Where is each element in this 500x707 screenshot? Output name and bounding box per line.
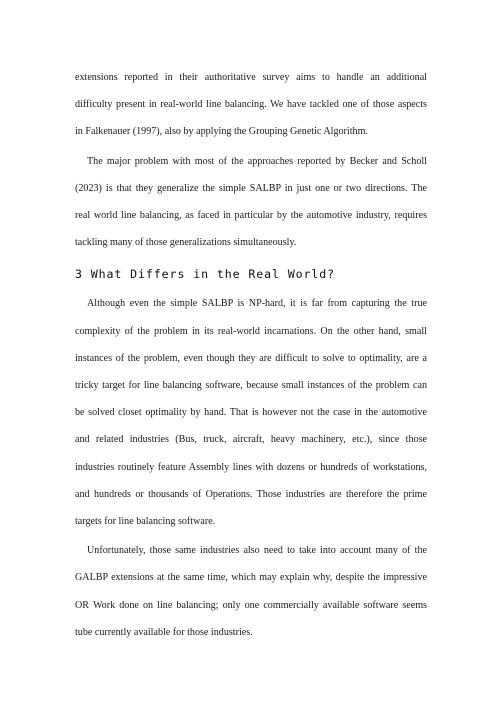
text-line: (2023) is that they generalize the simple SALBP in just one or two directions. The (75, 182, 427, 194)
text-line: Unfortunately, those same industries also need to take into account many of the (87, 545, 427, 557)
paragraph-major-problem (75, 148, 427, 257)
paragraph-unfortunately (75, 537, 427, 646)
text-line: tube currently available for those industries. (75, 626, 253, 638)
text-line: extensions reported in their authoritative survey aims to handle an additional (75, 72, 427, 83)
text-line: OR Work done on line balancing; only one commercially available software seems (75, 599, 427, 611)
text-line: tricky target for line balancing software, because small instances of the problem can (75, 380, 427, 392)
text-line: and hundreds or thousands of Operations. Those industries are therefore the prime (75, 488, 427, 500)
paragraph-survey-extensions (75, 64, 427, 146)
text-line: Although even the simple SALBP is NP-hard, it is far from capturing the true (87, 298, 427, 310)
text-line: The major problem with most of the approaches reported by Becker and Scholl (87, 155, 427, 167)
page-body (75, 64, 427, 646)
text-line: industries routinely feature Assembly lines with dozens or hundreds of workstations, (75, 461, 427, 473)
section-heading: 3 What Differs in the Real World? (75, 267, 336, 282)
text-line: GALBP extensions at the same time, which may explain why, despite the impressive (75, 572, 427, 584)
paragraph-np-hard (75, 290, 427, 535)
text-line: real world line balancing, as faced in particular by the automotive industry, requires (75, 210, 427, 222)
text-line: tackling many of those generalizations simultaneously. (75, 237, 297, 249)
text-line: in Falkenauer (1997), also by applying the Grouping Genetic Algorithm. (75, 126, 368, 138)
text-line: be solved closet optimality by hand. That is however not the case in the automotive (75, 407, 427, 419)
text-line: instances of the problem, even though they are difficult to solve to optimality, are a (75, 352, 427, 364)
text-line: complexity of the problem in its real-world incarnations. On the other hand, small (75, 325, 427, 337)
text-line: targets for line balancing software. (75, 516, 216, 528)
text-line: and related industries (Bus, truck, aircraft, heavy machinery, etc.), since those (75, 434, 427, 446)
text-line: difficulty present in real-world line balancing. We have tackled one of those aspects (75, 99, 427, 111)
